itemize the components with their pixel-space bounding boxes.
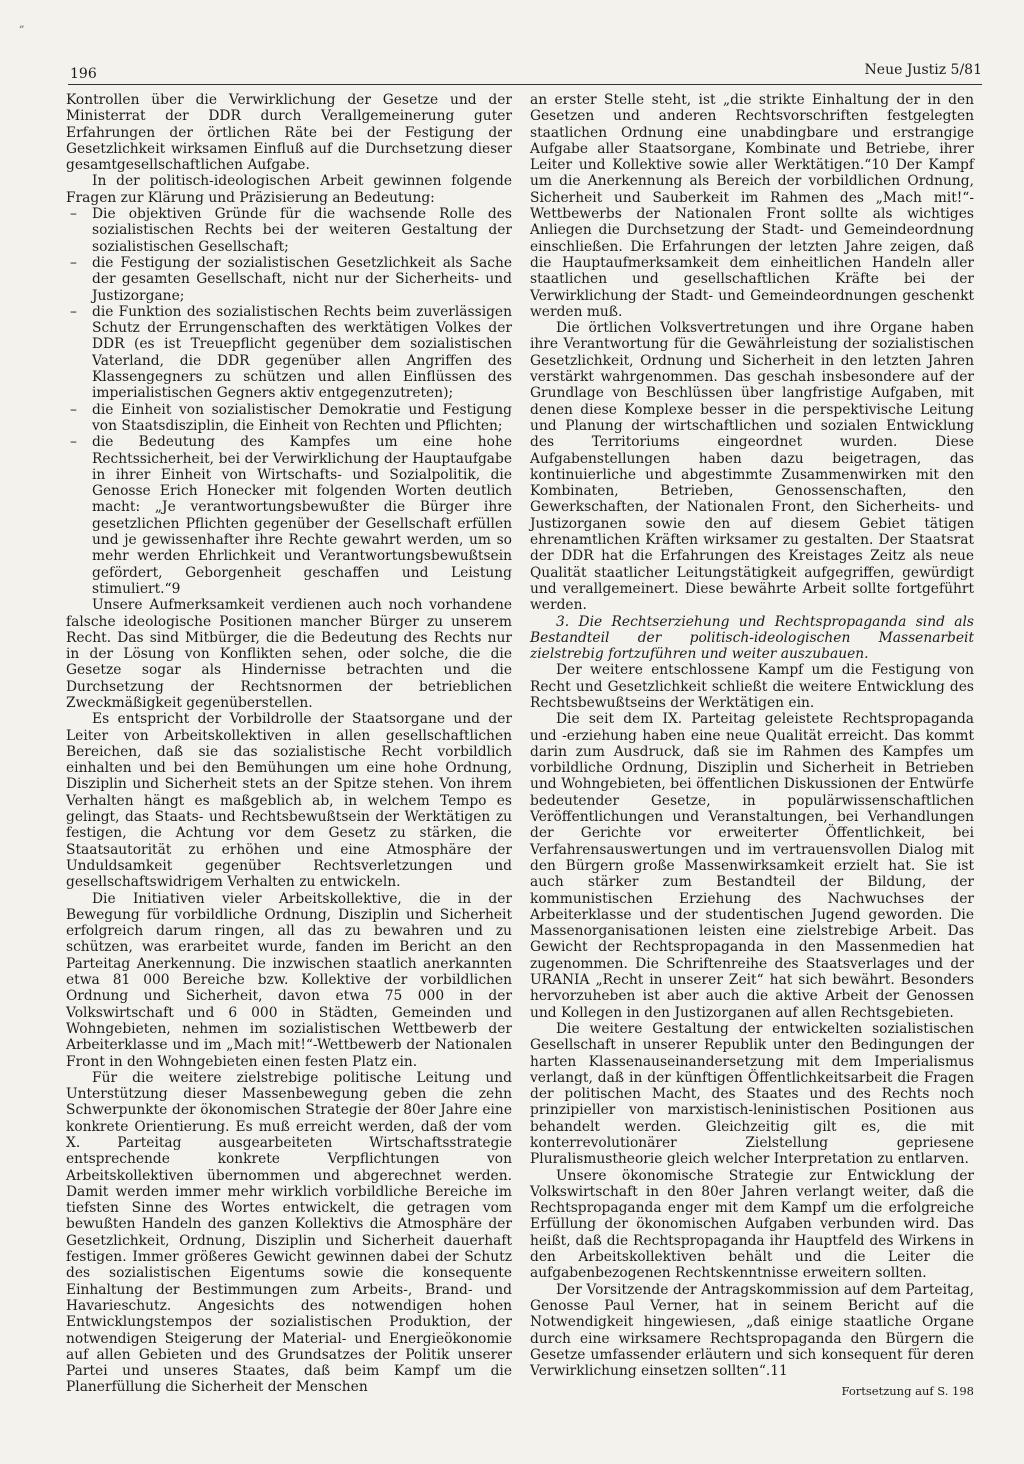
question-list [66,206,512,597]
scan-mark: „ [19,17,25,30]
journal-title: Neue Justiz 5/81 [864,62,982,78]
list-item: – die Funktion des sozialistischen Rechts beim zuverlässigen Schutz der Errungenschaften des werktätigen Volkes der DDR (es ist Treuepflicht gegenüber dem sozialistischen Vaterland, die DDR gegenüber allen Angriffen des Klassengegners zu schützen und allen Einflüssen des imperialistischen Gegners aktiv entgegenzutreten); [66,304,512,402]
paragraph: Die weitere Gestaltung der entwickelten sozialistischen Gesellschaft in unserer Republik unter den Bedingungen der harten Klassenauseinandersetzung mit dem Imperialismus verlangt, daß in der künftigen Öffentlichkeitsarbeit die Fragen der politischen Macht, des Staates und des Rechts noch prinzipieller von marxistisch-leninistischen Positionen aus behandelt werden. Gleichzeitig gilt es, die mit konterrevolutionärer Zielstellung gepriesene Pluralismustheorie gleich welcher Interpretation zu entlarven. [530,1020,974,1168]
list-item: – die Festigung der sozialistischen Gesetzlichkeit als Sache der gesamten Gesellschaft, nicht nur der Sicherheits- und Justizorgane; [66,255,512,304]
continuation-note: Fortsetzung auf S. 198 [841,1384,974,1399]
paragraph: Der weitere entschlossene Kampf um die Festigung von Recht und Gesetzlichkeit schließt die weitere Entwicklung des Rechtsbewußtseins der Werktätigen ein. [530,662,974,711]
page-number: 196 [70,66,97,82]
list-item: – die Bedeutung des Kampfes um eine hohe Rechtssicherheit, bei der Verwirklichung der Hauptaufgabe in ihrer Einheit von Wirtschafts- und Sozialpolitik, die Genosse Erich Honecker mit folgenden Worten deutlich macht: „Je verantwortungsbewußter die Bürger ihre gesetzlichen Pflichten gegenüber der Gesellschaft erfüllen und je gewissenhafter ihre Rechte gewahrt werden, um so mehr werden Ehrlichkeit und Verantwortungsbewußtsein gefördert, Geborgenheit geschaffen und Leistung stimuliert.“9 [66,434,512,597]
paragraph: Die seit dem IX. Parteitag geleistete Rechtspropaganda und -erziehung haben eine neue Qualität erreicht. Das kommt darin zum Ausdruck, daß sie im Rahmen des Kampfes um vorbildliche Ordnung, Disziplin und Sicherheit in Betrieben und Wohngebieten, bei öffentlichen Diskussionen der Entwürfe bedeutender Gesetze, in populärwissenschaftlichen Veröffentlichungen und Veranstaltungen, bei Verhandlungen der Gerichte vor erweiterter Öffentlichkeit, bei Verfahrensauswertungen und im vertrauensvollen Dialog mit den Bürgern große Massenwirksamkeit erzielt hat. Sie ist auch stärker zum Bestandteil der Bildung, der kommunistischen Erziehung des Nachwuchses der Arbeiterklasse und der studentischen Jugend geworden. Die Massenorganisationen leisten eine zielstrebige Arbeit. Das Gewicht der Rechtspropaganda in den Massenmedien hat zugenommen. Die Schriftenreihe des Staatsverlages und der URANIA „Recht in unserer Zeit“ hat sich bewährt. Besonders hervorzuheben ist aber auch die aktive Arbeit der Genossen und Kollegen in den Justizorganen auf allen Rechtsgebieten. [530,711,974,1021]
paragraph: Kontrollen über die Verwirklichung der Gesetze und der Ministerrat der DDR durch Verallgemeinerung guter Erfahrungen der örtlichen Räte bei der Festigung der Gesetzlichkeit wirksamen Einfluß auf die Durchsetzung dieser gesamtgesellschaftlichen Aufgabe. [66,92,512,174]
section-heading: 3. Die Rechtserziehung und Rechtspropaganda sind als Bestandteil der politisch-ideologischen Massenarbeit zielstrebig fortzuführen und weiter auszubauen. [530,613,974,663]
paragraph: Unsere ökonomische Strategie zur Entwicklung der Volkswirtschaft in den 80er Jahren verlangt weiter, daß die Rechtspropaganda enger mit dem Kampf um die erfolgreiche Erfüllung der ökonomischen Aufgaben verbunden wird. Das heißt, daß die Rechtspropaganda ihr Hauptfeld des Wirkens in den Arbeitskollektiven behält und die Leiter die aufgabenbezogenen Rechtskenntnisse erweitern sollten. [530,1167,974,1282]
list-item: – Die objektiven Gründe für die wachsende Rolle des sozialistischen Rechts bei der weiteren Gestaltung der sozialistischen Gesellschaft; [66,206,512,255]
paragraph: Die Initiativen vieler Arbeitskollektive, die in der Bewegung für vorbildliche Ordnung, Disziplin und Sicherheit erfolgreich darum ringen, all das zu bewahren und zu schützen, was erarbeitet wurde, fanden im Bericht an den Parteitag Anerkennung. Die inzwischen staatlich anerkannten etwa 81 000 Bereiche bzw. Kollektive der vorbildlichen Ordnung und Sicherheit, davon etwa 75 000 in der Volkswirtschaft und 6 000 in Städten, Gemeinden und Wohngebieten, nehmen im sozialistischen Wettbewerb der Arbeiterklasse und im „Mach mit!“-Wettbewerb der Nationalen Front in den Wohngebieten einen festen Platz ein. [66,890,512,1070]
paragraph: In der politisch-ideologischen Arbeit gewinnen folgende Fragen zur Klärung und Präzisierung an Bedeutung: [66,173,512,206]
list-item: – die Einheit von sozialistischer Demokratie und Festigung von Staatsdisziplin, die Einheit von Rechten und Pflichten; [66,402,512,435]
left-column [66,92,512,1396]
header-rule [68,84,982,85]
paragraph: an erster Stelle steht, ist „die strikte Einhaltung der in den Gesetzen und anderen Rechtsvorschriften festgelegten staatlichen Ordnung eine unabdingbare und erstrangige Aufgabe aller Staatsorgane, Kombinate und Betriebe, ihrer Leiter und Kollektive sowie aller Werktätigen.“10 Der Kampf um die Anerkennung als Bereich der vorbildlichen Ordnung, Sicherheit und Sauberkeit im Rahmen des „Mach mit!“-Wettbewerbs der Nationalen Front sollte als wichtiges Anliegen die Durchsetzung der Stadt- und Gemeindeordnung einschließen. Die Erfahrungen der letzten Jahre zeigen, daß die Hauptaufmerksamkeit dem einheitlichen Handeln aller staatlichen und gesellschaftlichen Kräfte bei der Verwirklichung der Stadt- und Gemeindeordnungen geschenkt werden muß. [530,92,974,320]
paragraph: Für die weitere zielstrebige politische Leitung und Unterstützung dieser Massenbewegung geben die zehn Schwerpunkte der ökonomischen Strategie der 80er Jahre eine konkrete Orientierung. Es muß erreicht werden, daß der vom X. Parteitag ausgearbeiteten Wirtschaftsstrategie entsprechende konkrete Verpflichtungen von Arbeitskollektiven übernommen und abgerechnet werden. Damit werden immer mehr wirklich vorbildliche Bereiche im tiefsten Sinne des Wortes entwickelt, die getragen vom bewußten Handeln des ganzen Kollektivs die Atmosphäre der Gesetzlichkeit, Ordnung, Disziplin und Sicherheit dauerhaft festigen. Immer größeres Gewicht gewinnen dabei der Schutz des sozialistischen Eigentums sowie die konsequente Einhaltung der Bestimmungen zum Arbeits-, Brand- und Havarieschutz. Angesichts des notwendigen hohen Entwicklungstempos der sozialistischen Produktion, der notwendigen Steigerung der Material- und Energieökonomie auf allen Gebieten und des Grundsatzes der Politik unserer Partei und unseres Staates, daß beim Kampf um die Planerfüllung die Sicherheit der Menschen [66,1069,512,1396]
paragraph: Die örtlichen Volksvertretungen und ihre Organe haben ihre Verantwortung für die Gewährleistung der sozialistischen Gesetzlichkeit, Ordnung und Sicherheit in den letzten Jahren verstärkt wahrgenommen. Das geschah insbesondere auf der Grundlage von Beschlüssen über langfristige Aufgaben, mit denen diese Komplexe besser in die perspektivische Leitung und Planung der wirtschaftlichen und sozialen Entwicklung des Territoriums eingeordnet wurden. Diese Aufgabenstellungen haben dazu beigetragen, das kontinuierliche und abgestimmte Zusammenwirken mit den Kombinaten, Betrieben, Genossenschaften, den Gewerkschaften, der Nationalen Front, den Sicherheits- und Justizorganen sowie den auf diesem Gebiet tätigen ehrenamtlichen Kräften wirksamer zu gestalten. Der Staatsrat der DDR hat die Erfahrungen des Kreistages Zeitz als neue Qualität staatlicher Leitungstätigkeit aufgegriffen, gewürdigt und verallgemeinert. Diese bewährte Arbeit sollte fortgeführt werden. [530,320,974,614]
paragraph: Unsere Aufmerksamkeit verdienen auch noch vorhandene falsche ideologische Positionen mancher Bürger zu unserem Recht. Das sind Mitbürger, die die Bedeutung des Rechts nur in der Lösung von Konflikten sehen, oder solche, die die Gesetze sogar als Hindernisse betrachten und die Durchsetzung der Rechtsnormen der betrieblichen Zweckmäßigkeit gegenüberstellen. [66,597,512,711]
right-column [530,92,974,1400]
paragraph: Der Vorsitzende der Antragskommission auf dem Parteitag, Genosse Paul Verner, hat in seinem Bericht auf die Notwendigkeit hingewiesen, „daß einige staatliche Organe durch eine wirksamere Rechtspropaganda den Bürgern die Gesetze umfassender erläutern und sich konsequent für deren Verwirklichung einsetzen sollten“.11 [530,1281,974,1380]
paragraph: Es entspricht der Vorbildrolle der Staatsorgane und der Leiter von Arbeitskollektiven in allen gesellschaftlichen Bereichen, daß sie das sozialistische Recht vorbildlich einhalten und bei den Bemühungen um eine hohe Ordnung, Disziplin und Sicherheit stets an der Spitze stehen. Von ihrem Verhalten hängt es maßgeblich ab, in welchem Tempo es gelingt, das Staats- und Rechtsbewußtsein der Werktätigen zu festigen, die Achtung vor dem Gesetz zu stärken, die Staatsautorität zu erhöhen und eine Atmosphäre der Unduldsamkeit gegenüber Rechtsverletzungen und gesellschaftswidrigem Verhalten zu entwickeln. [66,711,512,891]
